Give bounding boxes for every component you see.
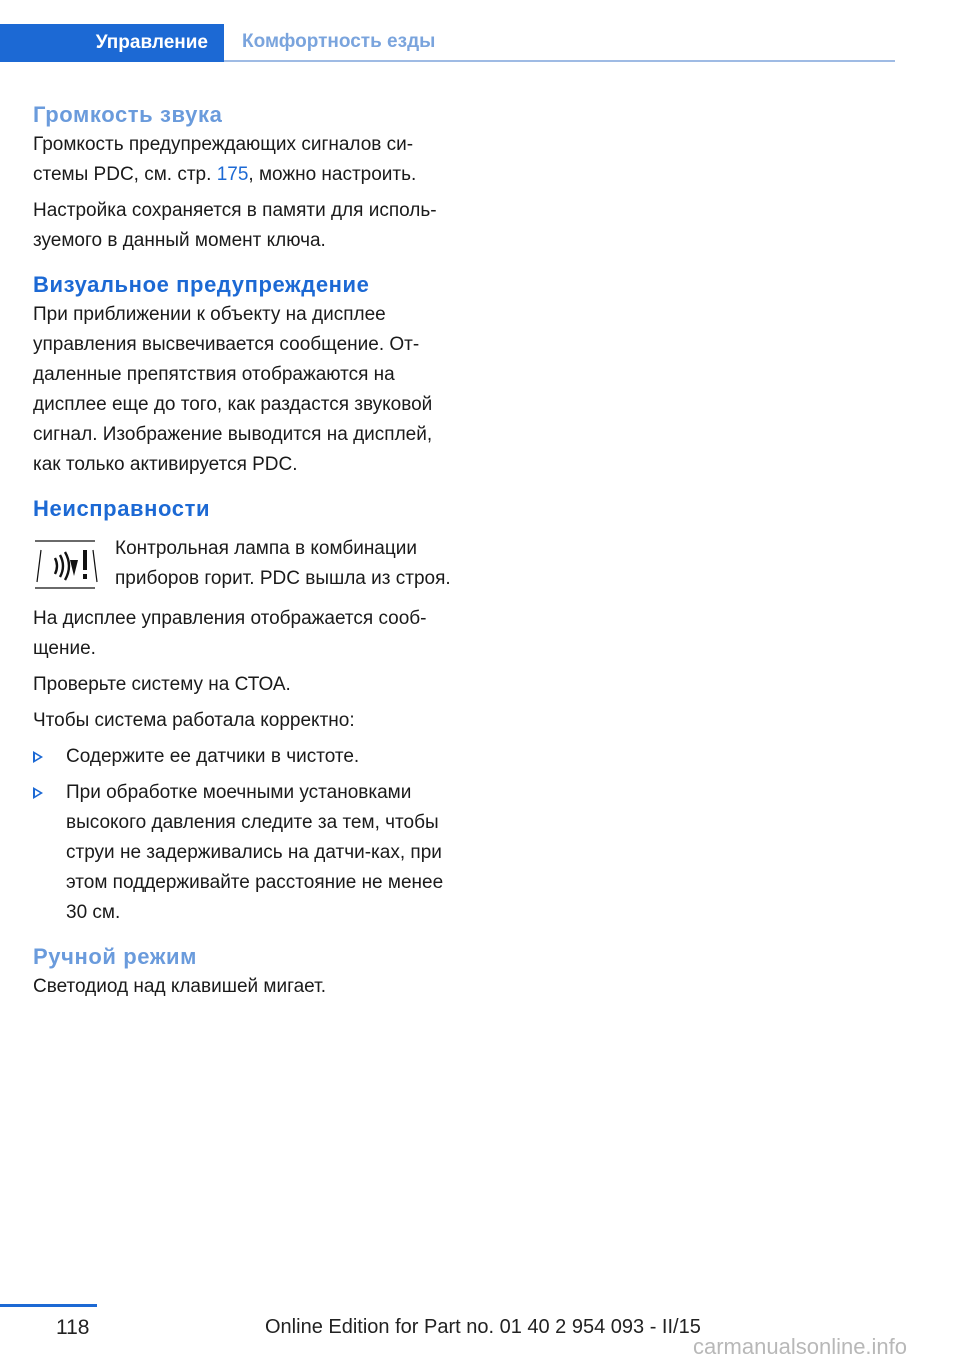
volume-paragraph-2: Настройка сохраняется в памяти для исполь‐зуемого в данный момент ключа. <box>33 200 437 251</box>
heading-manual-mode: Ручной режим <box>33 944 198 969</box>
warning-text: Контрольная лампа в комбинации приборов горит. PDC вышла из строя. <box>115 538 451 589</box>
triangle-bullet-icon <box>33 751 43 763</box>
bullet-text-1: Содержите ее датчики в чистоте. <box>66 746 360 767</box>
list-item <box>33 778 453 928</box>
faults-bullet-list <box>33 742 453 928</box>
tab-section-control[interactable]: Управление <box>0 24 224 62</box>
warning-block <box>33 534 453 594</box>
volume-paragraph-1 <box>33 130 453 190</box>
header-rule <box>224 60 895 62</box>
heading-volume: Громкость звука <box>33 102 223 127</box>
footer-edition: Online Edition for Part no. 01 40 2 954 093 - II/15 <box>265 1316 701 1338</box>
manual-paragraph-1: Светодиод над клавишей мигает. <box>33 976 326 997</box>
volume-text-1: Громкость предупреждающих сигналов си‐стемы PDC, см. стр. <box>33 134 414 185</box>
visual-paragraph-1: При приближении к объекту на дисплее управления высвечивается сообщение. От‐даленные препятствия отображаются на дисплее еще до того, как раздастся звуковой сигнал. Изображение выводится на дисплей, как только активируется PDC. <box>33 304 433 475</box>
page-link-175[interactable]: 175 <box>216 164 249 185</box>
heading-visual-warning: Визуальное предупреждение <box>33 272 370 297</box>
header-bar <box>0 24 895 62</box>
content-column <box>33 100 453 1002</box>
triangle-bullet-icon <box>33 787 43 799</box>
volume-text-1b: , можно настроить. <box>248 164 417 185</box>
faults-paragraph-2: Проверьте систему на СТОА. <box>33 674 291 695</box>
footer-rule <box>0 1304 97 1307</box>
list-item <box>33 742 453 772</box>
heading-faults: Неисправности <box>33 496 211 521</box>
tab-driving-comfort[interactable]: Комфортность езды <box>242 31 436 52</box>
faults-paragraph-3: Чтобы система работала корректно: <box>33 710 355 731</box>
pdc-warning-icon <box>33 538 103 592</box>
watermark: carmanualsonline.info <box>693 1334 908 1359</box>
bullet-text-2: При обработке моечными установками высокого давления следите за тем, чтобы струи не задерживались на датчи‐ках, при этом поддерживайте расстояние не менее 30 см. <box>66 782 444 923</box>
faults-paragraph-1: На дисплее управления отображается сооб‐щение. <box>33 608 427 659</box>
page-number: 118 <box>56 1316 90 1339</box>
